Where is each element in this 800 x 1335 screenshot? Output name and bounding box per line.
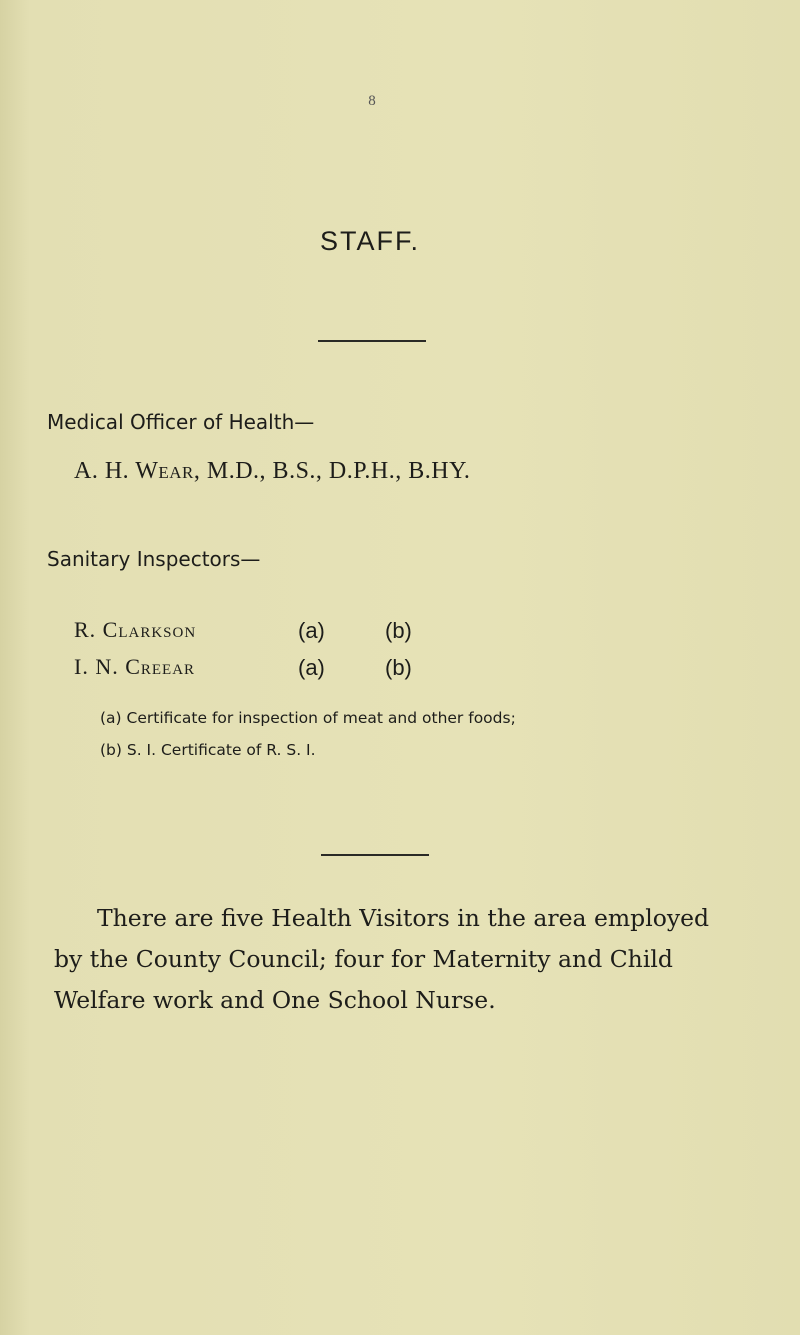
inspector-qualification-b: (b) — [385, 655, 412, 680]
paragraph-line: There are five Health Visitors in the area employed — [97, 904, 710, 932]
divider-rule — [321, 854, 429, 856]
inspector-qualification-a: (a) — [298, 655, 325, 680]
paragraph-line: Welfare work and One School Nurse. — [54, 986, 496, 1014]
qualification-note: (a) Certificate for inspection of meat and other foods; — [100, 709, 516, 727]
divider-rule — [318, 340, 426, 342]
medical-officer-heading: Medical Officer of Health— — [47, 410, 315, 434]
paragraph-line: by the County Council; four for Maternity and Child — [54, 945, 673, 973]
inspector-qualification-b: (b) — [385, 618, 412, 643]
inspector-name: I. N. Creear — [74, 654, 196, 679]
page-number: 8 — [368, 93, 376, 109]
inspector-name: R. Clarkson — [74, 617, 197, 642]
qualification-note: (b) S. I. Certificate of R. S. I. — [100, 741, 316, 759]
health-visitors-paragraph — [54, 898, 744, 1021]
medical-officer-name: A. H. Wear, M.D., B.S., D.P.H., B.HY. — [74, 458, 471, 484]
page-title: STAFF. — [319, 226, 420, 256]
inspector-qualification-a: (a) — [298, 618, 325, 643]
sanitary-inspectors-heading: Sanitary Inspectors— — [47, 547, 261, 571]
